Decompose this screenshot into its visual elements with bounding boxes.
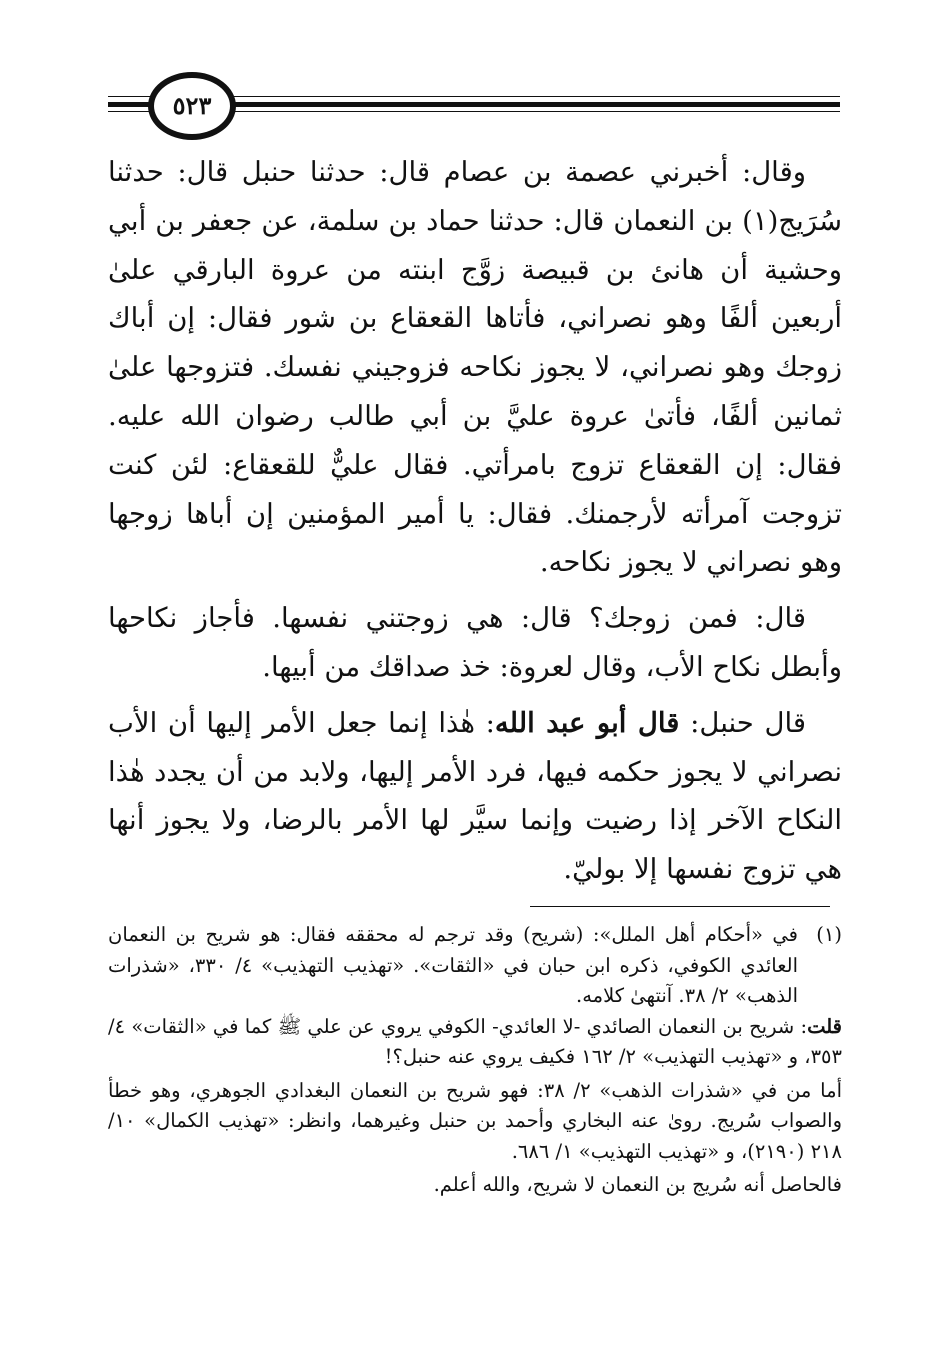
page-number: ٥٢٣ xyxy=(172,91,212,120)
footnote-paragraph-2-text: : شريح بن النعمان الصائدي -لا العائدي- الكوفي يروي عن علي ﷺ كما في «الثقات» ٤/ ٣٥٣، و «تهذيب التهذيب» ٢/ ١٦٢ فكيف يروي عنه حنبل؟! xyxy=(108,1014,842,1068)
paragraph-3-lead: قال حنبل: xyxy=(679,706,806,739)
main-text xyxy=(108,148,842,894)
footnote-paragraph-3: أما من في «شذرات الذهب» ٢/ ٣٨: فهو شريح بن النعمان البغدادي الجوهري، وهو خطأ والصواب سُريج. روىٰ عنه البخاري وأحمد بن حنبل وغيرهما، وانظر: «تهذيب الكمال» ١٠/ ٢١٨ (٢١٩٠)، و «تهذيب التهذيب» ١/ ٦٨٦. xyxy=(108,1078,842,1163)
body-paragraph-1: وقال: أخبرني عصمة بن عصام قال: حدثنا حنبل قال: حدثنا سُرَيج(١) بن النعمان قال: حدثنا حماد بن سلمة، عن جعفر بن أبي وحشية أن هانئ بن قبيصة زوَّج ابنته من عروة البارقي علىٰ أربعين ألفًا وهو نصراني، فأتاها القعقاع بن شور فقال: إن أباك زوجك وهو نصراني، لا يجوز نكاحه فزوجيني نفسك. فتزوجها علىٰ ثمانين ألفًا، فأتىٰ عروة عليَّ بن أبي طالب رضوان الله عليه. فقال: إن القعقاع تزوج بامرأتي. فقال عليٌّ للقعقاع: لئن كنت تزوجت آمرأته لأرجمنك. فقال: يا أمير المؤمنين إن أباها زوجها وهو نصراني لا يجوز نكاحه. xyxy=(108,156,842,579)
footnotes xyxy=(108,920,842,1201)
page-header xyxy=(108,68,840,138)
footnote-1 xyxy=(108,920,842,1012)
footnote-number: (١) xyxy=(816,923,842,946)
footnote-separator xyxy=(530,906,830,907)
footnote-paragraph-4: فالحاصل أنه سُريج بن النعمان لا شريح، والله أعلم. xyxy=(433,1173,842,1196)
paragraph-3-rest: : هٰذا إنما جعل الأمر إليها أن الأب نصراني لا يجوز حكمه فيها، فرد الأمر إليها، ولابد من أن يجدد هٰذا النكاح الآخر إذا رضيت وإنما سيَّر لها الأمر بالرضا، ولا يجوز أنها هي تزوج نفسها إلا بوليّ. xyxy=(108,706,842,886)
speaker-name-bold: قال أبو عبد الله xyxy=(494,706,680,739)
footnote-label-qultu: قلت xyxy=(807,1014,842,1038)
body-paragraph-3 xyxy=(108,699,842,894)
footnote-paragraph-2 xyxy=(108,1012,842,1073)
footnote-paragraph-1: في «أحكام أهل الملل»: (شريح) وقد ترجم له محققه فقال: هو شريح بن النعمان العائدي الكوفي، ذكره ابن حبان في «الثقات». «تهذيب التهذيب» ٤/ ٣٣٠، «شذرات الذهب» ٢/ ٣٨. آنتهىٰ كلامه. xyxy=(108,923,798,1007)
page-number-badge xyxy=(148,72,236,140)
body-paragraph-2: قال: فمن زوجك؟ قال: هي زوجتني نفسها. فأجاز نكاحها وأبطل نكاح الأب، وقال لعروة: خذ صداقك من أبيها. xyxy=(108,602,842,683)
